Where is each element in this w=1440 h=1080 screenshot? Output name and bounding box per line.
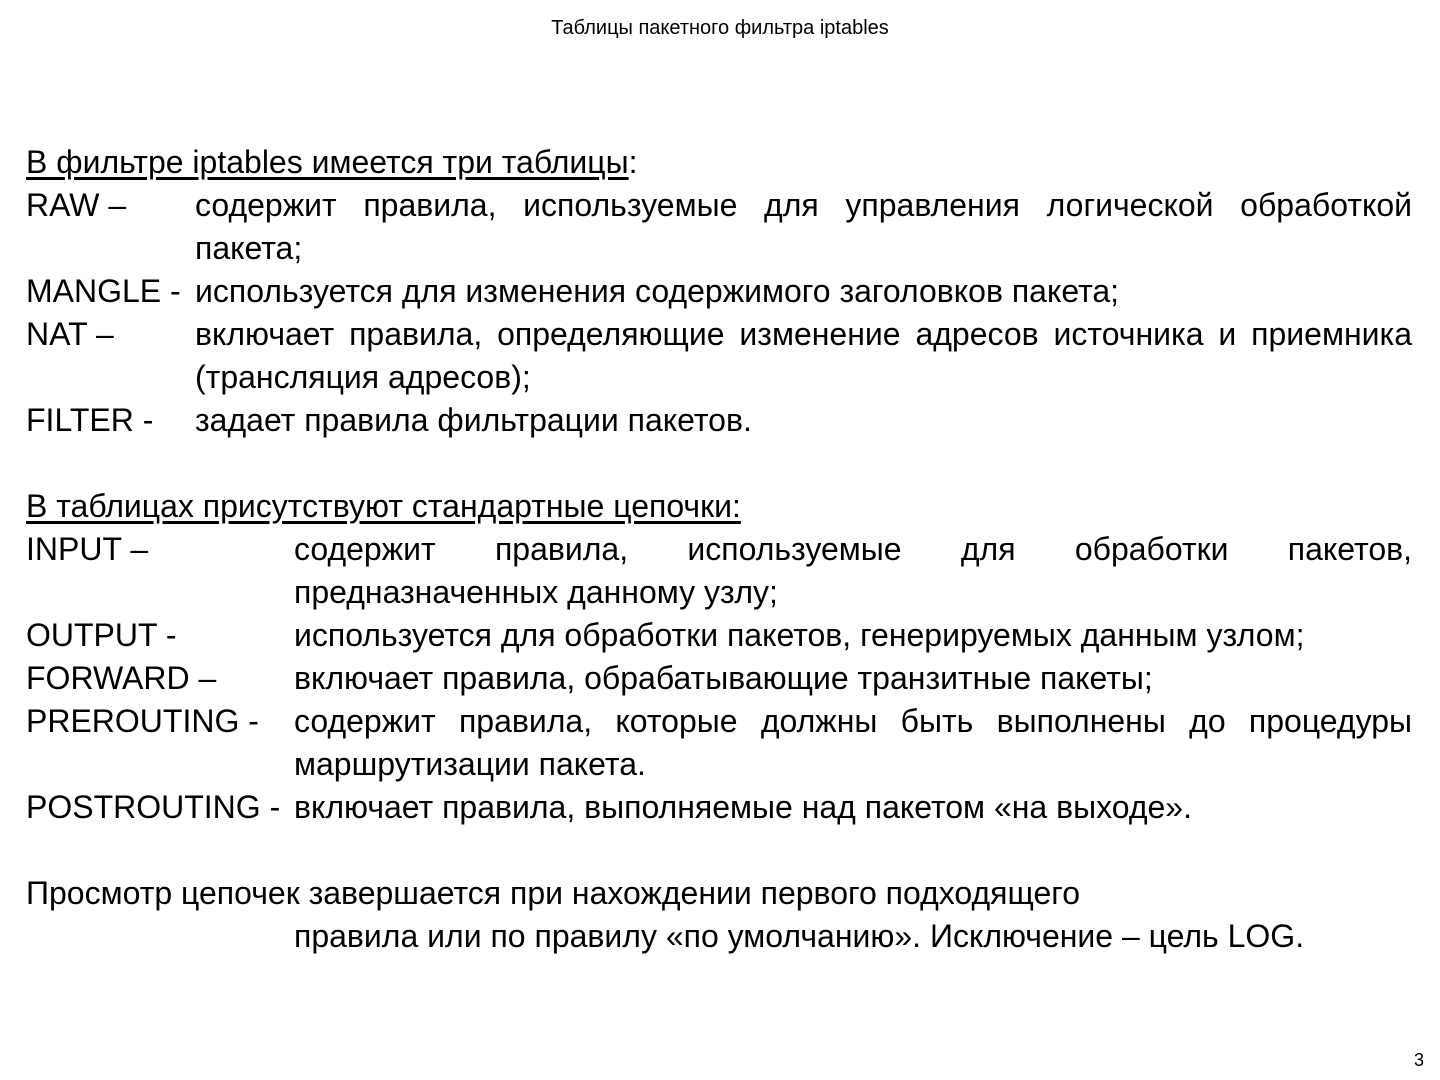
table-desc: включает правила, определяющие изменение адресов источника и приемника (трансляция адресов); <box>195 316 1412 395</box>
page-number: 3 <box>1413 1050 1424 1070</box>
note-line-1: Просмотр цепочек завершается при нахождении первого подходящего <box>26 875 1080 911</box>
chain-item-postrouting <box>26 786 1412 829</box>
table-item-nat <box>26 313 1412 399</box>
table-desc: задает правила фильтрации пакетов. <box>195 402 752 438</box>
chain-term: FORWARD – <box>26 660 217 696</box>
spacer <box>26 442 1412 485</box>
chain-item-prerouting <box>26 700 1412 786</box>
tables-heading-colon: : <box>628 144 638 180</box>
chains-heading-text: В таблицах присутствуют стандартные цепочки: <box>26 488 741 524</box>
chain-term: PREROUTING - <box>26 703 259 739</box>
tables-heading <box>26 141 1412 184</box>
spacer <box>26 829 1412 872</box>
chain-term: POSTROUTING - <box>26 789 281 825</box>
slide-content <box>26 141 1412 958</box>
chains-section <box>26 485 1412 829</box>
table-term: MANGLE - <box>26 273 181 309</box>
chain-lookup-note <box>26 872 1412 958</box>
tables-heading-text: В фильтре iptables имеется три таблицы <box>26 144 629 180</box>
table-term: FILTER - <box>26 402 154 438</box>
tables-section <box>26 141 1412 442</box>
table-item-raw <box>26 184 1412 270</box>
chain-desc: содержит правила, используемые для обработки пакетов, предназначенных данному узлу; <box>294 531 1412 610</box>
chain-item-forward <box>26 657 1412 700</box>
table-term: RAW – <box>26 187 127 223</box>
note-line-2: правила или по правилу «по умолчанию». Исключение – цель LOG. <box>294 918 1305 954</box>
chain-desc: включает правила, обрабатывающие транзитные пакеты; <box>294 660 1153 696</box>
chain-item-output <box>26 614 1412 657</box>
chain-desc: включает правила, выполняемые над пакетом «на выходе». <box>294 789 1192 825</box>
table-item-mangle <box>26 270 1412 313</box>
chain-desc: содержит правила, которые должны быть выполнены до процедуры маршрутизации пакета. <box>294 703 1412 782</box>
chain-desc: используется для обработки пакетов, генерируемых данным узлом; <box>294 617 1305 653</box>
table-item-filter <box>26 399 1412 442</box>
chains-heading <box>26 485 1412 528</box>
table-desc: содержит правила, используемые для управления логической обработкой пакета; <box>195 187 1412 266</box>
chain-term: INPUT – <box>26 531 149 567</box>
table-desc: используется для изменения содержимого заголовков пакета; <box>195 273 1120 309</box>
chain-term: OUTPUT - <box>26 617 177 653</box>
table-term: NAT – <box>26 316 114 352</box>
slide-title: Таблицы пакетного фильтра iptables <box>551 17 889 39</box>
chain-item-input <box>26 528 1412 614</box>
